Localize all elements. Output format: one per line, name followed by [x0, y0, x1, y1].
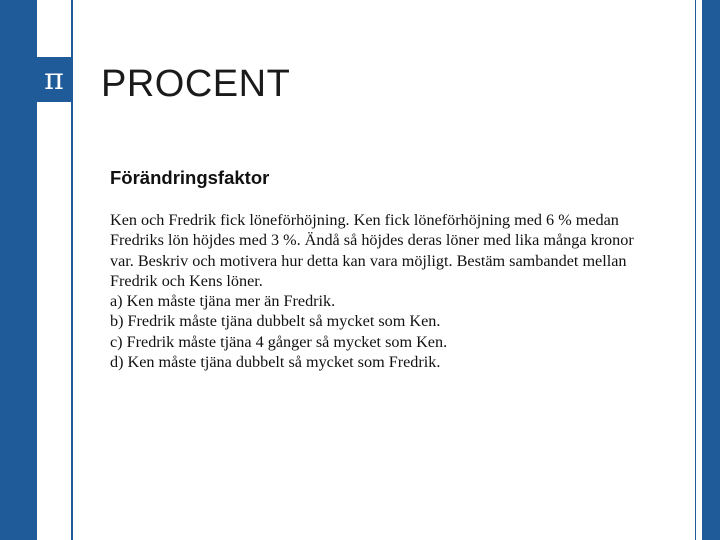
option-a: a) Ken måste tjäna mer än Fredrik. — [110, 292, 336, 311]
left-accent-bar — [0, 0, 37, 540]
option-d: d) Ken måste tjäna dubbelt så mycket som Fredrik. — [110, 353, 441, 372]
intro-line: Fredrik och Kens löner. — [110, 271, 263, 290]
task-intro — [110, 210, 690, 291]
intro-line: var. Beskriv och motivera hur detta kan vara möjligt. Bestäm sambandet mellan — [110, 251, 627, 270]
slide-title: PROCENT — [101, 63, 291, 105]
task-heading: Förändringsfaktor — [110, 167, 270, 188]
intro-line: Fredriks lön höjdes med 3 %. Ändå så höjdes deras löner med lika många kronor — [110, 231, 634, 250]
option-c: c) Fredrik måste tjäna 4 gånger så mycket som Ken. — [110, 332, 448, 351]
pi-logo-icon — [37, 57, 71, 102]
left-divider-line — [71, 0, 73, 540]
task-options — [110, 291, 690, 372]
right-accent-bar — [702, 0, 720, 540]
right-divider-line — [695, 0, 696, 540]
task-body — [110, 210, 690, 372]
option-b: b) Fredrik måste tjäna dubbelt så mycket som Ken. — [110, 312, 441, 331]
intro-line: Ken och Fredrik fick löneförhöjning. Ken fick löneförhöjning med 6 % medan — [110, 211, 619, 229]
pi-symbol: π — [44, 61, 64, 97]
